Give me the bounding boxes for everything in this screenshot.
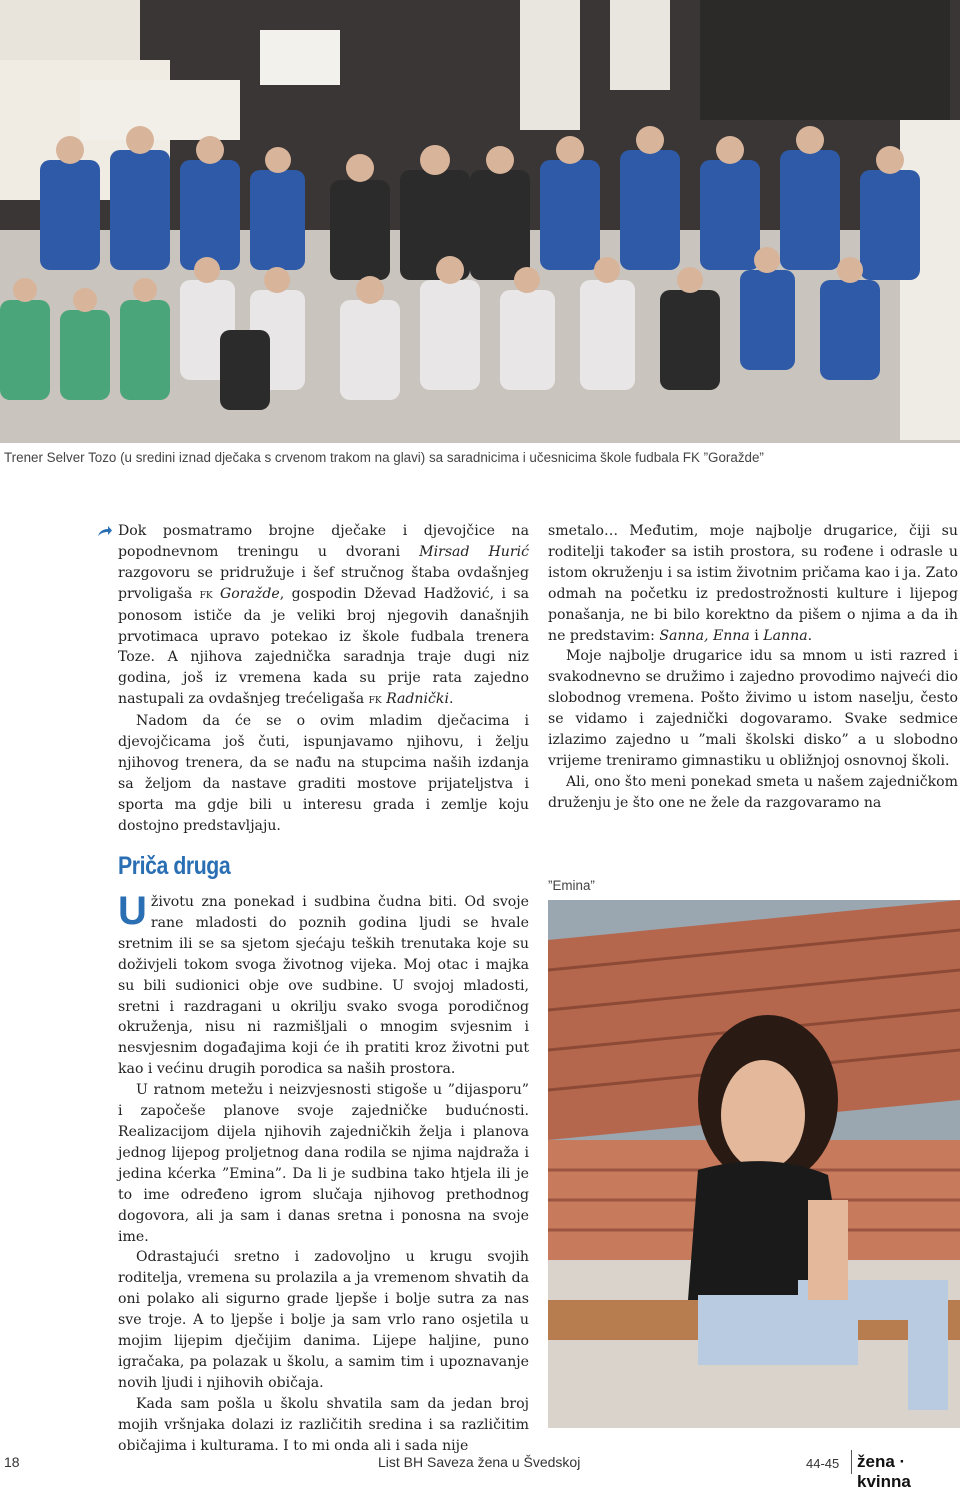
paragraph: Nadom da će se o ovim mladim dječacima i djevojčicama još čuti, ispunjavamo njihovu, i želju njihovog trenera, da se nađu na stupcima naših izdanja sa željom da nastave graditi mostove prijateljstva i sporta ma gdje bili u interesu grada i zemlje koju dostojno predstavljaju.	[118, 713, 529, 834]
paragraph: Ali, ono što meni ponekad smeta u našem zajedničkom druženju je što one ne žele da razgovaramo na	[548, 773, 958, 811]
paragraph: smetalo… Međutim, moje najbolje drugarice, čiji su roditelji također sa istih prostora, su rođene i odrasle u istom okruženju i sa istim životnim pričama kao i ja. Zato odmah na početku iz predostrožnosti kulture i lijepog ponašanja, ne bi bilo korektno da pišem o njima a da ih ne predstavim: Sanna, Enna i Lanna.	[548, 523, 958, 644]
paragraph: Moje najbolje drugarice idu sa mnom u isti razred i svakodnevno se družimo i zajedno provodimo najveći dio slobodnog vremena. Pošto živimo u istom naselju, često se vidamo i zajednički dogovaramo. Svake sedmice izlazimo zajedno u ”mali školski disko” a u slobodno vrijeme treniramo gimnastiku u obližnjoj osnovnoj školi.	[548, 648, 958, 769]
publication-name: List BH Saveza žena u Švedskoj	[378, 1454, 581, 1470]
photo-caption-emina: ”Emina”	[548, 878, 595, 893]
footer-divider	[851, 1450, 852, 1474]
paragraph: Odrastajući sretno i zadovoljno u krugu svojih roditelja, vremena su prolazila a ja vremenom shvatih da oni polako ali sigurno grade ljepše i bolje sutra za nas sve troje. A to ljepše i bolje ja sam vrlo rano osjetila u mojim lijepim dječijim danima. Lijepe haljine, puno igračaka, pa polazak u školu, a samim tim i upoznavanje novih ljudi i njihovih običaja.	[118, 1249, 529, 1391]
paragraph: Kada sam pošla u školu shvatila sam da jedan broj mojih vršnjaka dolazi iz različitih sredina i sa različitim običajima i kulturama. I to mi onda ali i sada nije	[118, 1395, 529, 1454]
emina-photo	[548, 900, 960, 1428]
issue-number: 44-45	[806, 1456, 840, 1471]
photo-caption: Trener Selver Tozo (u sredini iznad dječaka s crvenom trakom na glavi) sa saradnicima i učesnicima škole fudbala FK ”Goražde”	[4, 450, 764, 465]
emina-photo-illustration	[548, 900, 960, 1428]
team-photo	[0, 0, 960, 443]
paragraph: U ratnom metežu i neizvjesnosti stigoše u ”dijasporu” i započeše planove svoje zajedničke budućnosti. Realizacijom dijela njihovih zajedničkih želja i planova jednog lijepog proljetnog dana rodila se njima najdraža i jedina kćerka ”Emina”. Da li je sudbina tako htjela ili je to ime određeno igrom slučaja njihovog prethodnog dogovora, ali ja sam i danas sretna i ponosna na svoje ime.	[118, 1082, 529, 1245]
drop-cap: U	[118, 889, 147, 933]
paragraph: Dok posmatramo brojne dječake i djevojčice na popodnevnom treningu u dvorani Mirsad Hurić razgovoru se pridružuje i šef stručnog štaba ovdašnjeg prvoligaša fk Goražde, gospodin Dževad Hadžović, i sa ponosom ističe da je veliki broj njegovih današnjih prvotimaca upravo potekao iz škole fudbala trenera Toze. A njihova zajednička saradnja traje dugi niz godina, još iz vremena kada su prije rata zajedno nastupali za ovdašnjeg trećeligaša fk Radnički.	[118, 523, 529, 708]
continue-arrow-icon	[97, 524, 113, 540]
page-number: 18	[4, 1454, 20, 1470]
team-photo-illustration	[0, 0, 960, 443]
paragraph: U životu zna ponekad i sudbina čudna biti. Od svoje rane mladosti do poznih godina ljudi se hvale sretnim ili se sa sjetom sjećaju teških trenutaka koje su doživjeli tokom svoga životnog vijeka. Moj otac i majka su bili sudionici obje ove sudbine. U svojoj mladosti, sretni i razdragani u okrilju svako svoga porodičnog okruženja, nisu ni razmišljali o mnogim svjesnim i nesvjesnim događajima koji će ih pratiti kroz životni put kao i većinu drugih porodica sa naših prostora.	[118, 889, 529, 1078]
article-column-3	[118, 889, 529, 1456]
article-column-2	[548, 521, 958, 814]
section-heading: Priča druga	[118, 852, 231, 880]
article-column-1	[118, 521, 529, 837]
magazine-brand: žena · kvinna	[857, 1452, 911, 1491]
page-footer	[0, 1446, 960, 1491]
